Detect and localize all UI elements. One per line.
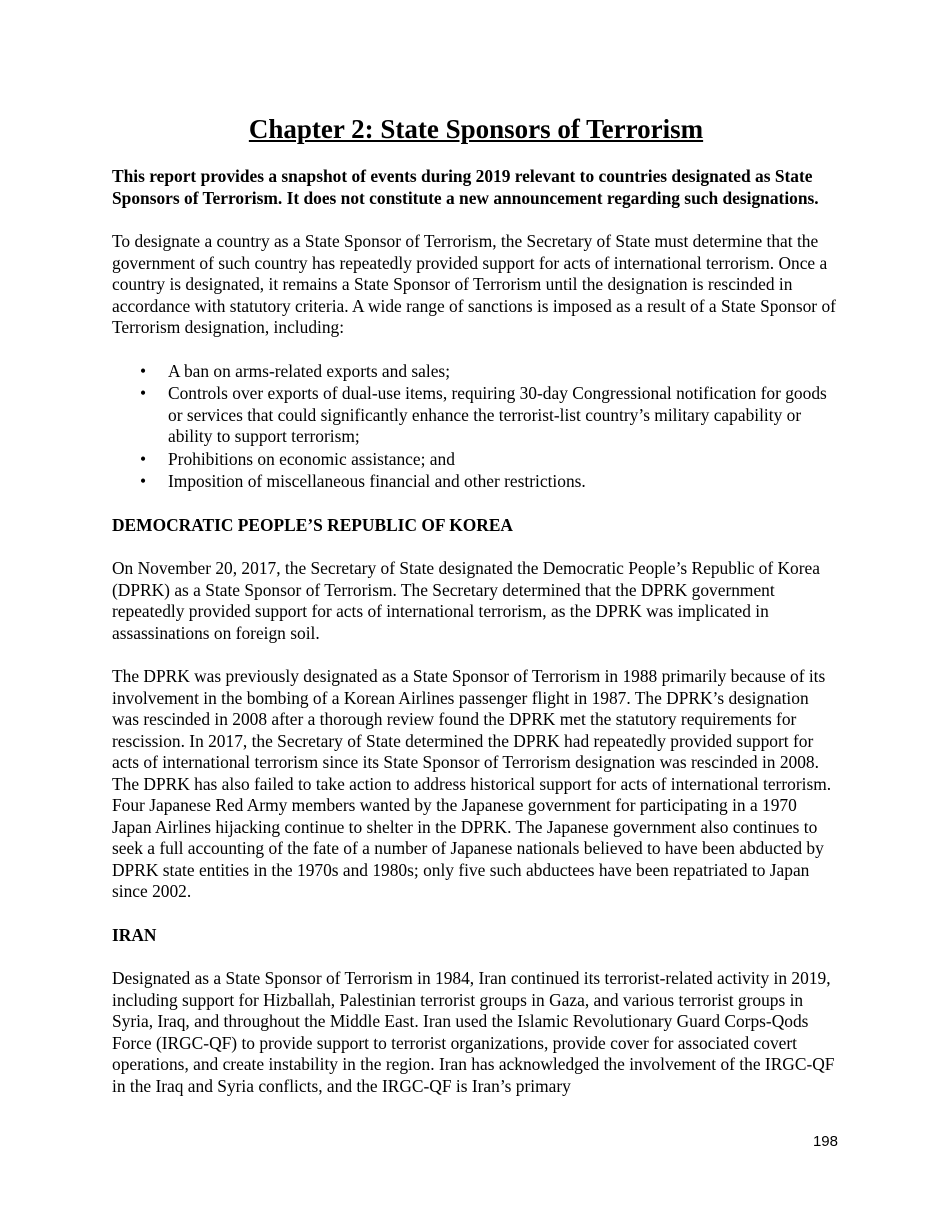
document-page — [112, 113, 840, 1119]
sanction-text: Prohibitions on economic assistance; and — [168, 448, 455, 469]
sanction-text: A ban on arms-related exports and sales; — [168, 360, 451, 381]
chapter-title: Chapter 2: State Sponsors of Terrorism — [248, 114, 704, 144]
intro-paragraph: To designate a country as a State Sponsor of Terrorism, the Secretary of State must determine that the government of such country has repeatedly provided support for acts of international terrorism. Once a country is designated, it remains a State Sponsor of Terrorism until the designation is rescinded in accordance with statutory criteria. A wide range of sanctions is imposed as a result of a State Sponsor of Terrorism designation, including: — [112, 231, 836, 337]
bullet-icon: • — [140, 383, 147, 403]
bullet-icon: • — [140, 360, 147, 381]
sanctions-list-item — [112, 449, 840, 471]
sanction-text: Controls over exports of dual-use items, requiring 30-day Congressional notification for goods or services that could significantly enhance the terrorist-list country’s military capability or ability to support terrorism; — [168, 383, 827, 446]
section-paragraph: On November 20, 2017, the Secretary of State designated the Democratic People’s Republic of Korea (DPRK) as a State Sponsor of Terrorism. The Secretary determined that the DPRK government repeatedly provided support for acts of international terrorism, as the DPRK was implicated in assassinations on foreign soil. — [112, 558, 820, 643]
sanctions-list-item — [112, 383, 840, 448]
sanctions-list — [112, 361, 840, 493]
section-paragraph: Designated as a State Sponsor of Terrorism in 1984, Iran continued its terrorist-related activity in 2019, including support for Hizballah, Palestinian terrorist groups in Gaza, and various terrorist groups in Syria, Iraq, and throughout the Middle East. Iran used the Islamic Revolutionary Guard Corps-Qods Force (IRGC-QF) to provide support to terrorist organizations, provide cover for associated covert operations, and create instability in the region. Iran has acknowledged the involvement of the IRGC-QF in the Iraq and Syria conflicts, and the IRGC-QF is Iran’s primary — [112, 968, 835, 1096]
section-heading: IRAN — [112, 924, 157, 945]
sanctions-list-item — [112, 361, 840, 383]
page-number: 198 — [812, 1133, 838, 1150]
sanctions-list-item — [112, 471, 840, 493]
section-iran — [112, 925, 840, 1098]
section-paragraph: The DPRK was previously designated as a State Sponsor of Terrorism in 1988 primarily because of its involvement in the bombing of a Korean Airlines passenger flight in 1987. The DPRK’s designation was rescinded in 2008 after a thorough review found the DPRK met the statutory requirements for rescission. In 2017, the Secretary of State determined the DPRK had repeatedly provided support for acts of international terrorism since its State Sponsor of Terrorism designation was rescinded in 2008. The DPRK has also failed to take action to address historical support for acts of international terrorism. Four Japanese Red Army members wanted by the Japanese government for participating in a 1970 Japan Airlines hijacking continue to shelter in the DPRK. The Japanese government also continues to seek a full accounting of the fate of a number of Japanese nationals believed to have been abducted by DPRK state entities in the 1970s and 1980s; only five such abductees have been repatriated to Japan since 2002. — [112, 666, 832, 901]
bullet-icon: • — [140, 471, 147, 491]
sanction-text: Imposition of miscellaneous financial and other restrictions. — [168, 471, 586, 491]
section-heading: DEMOCRATIC PEOPLE’S REPUBLIC OF KOREA — [112, 514, 513, 535]
disclaimer-paragraph: This report provides a snapshot of events during 2019 relevant to countries designated as State Sponsors of Terrorism. It does not constitute a new announcement regarding such designations. — [112, 166, 819, 208]
section-dprk — [112, 515, 840, 903]
bullet-icon: • — [140, 448, 147, 469]
